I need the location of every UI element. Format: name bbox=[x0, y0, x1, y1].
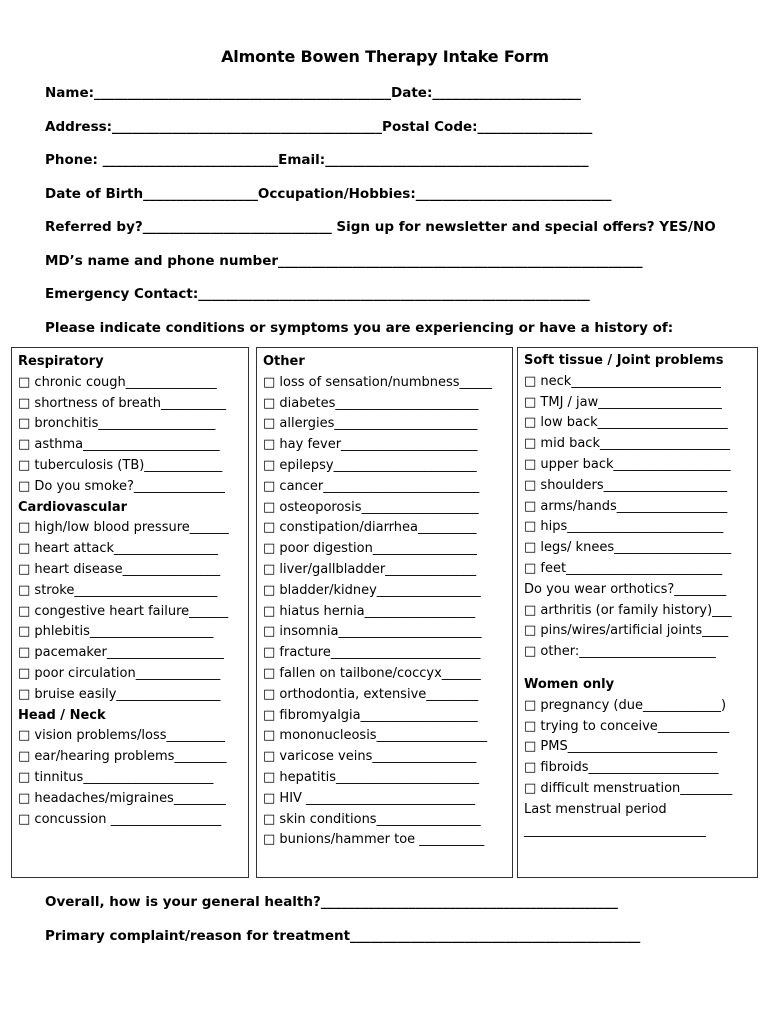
checkbox-item[interactable]: □ chronic cough______________ bbox=[18, 374, 217, 390]
form-prompt[interactable]: ____________________________ bbox=[524, 822, 706, 838]
checkbox-item[interactable]: □ hiatus hernia_________________ bbox=[263, 603, 476, 619]
checkbox-item[interactable]: □ fallen on tailbone/coccyx______ bbox=[263, 665, 481, 681]
column-2 bbox=[263, 352, 511, 851]
section-heading: Cardiovascular bbox=[18, 499, 128, 515]
checkbox-item[interactable]: □ poor digestion________________ bbox=[263, 541, 477, 557]
checkbox-item[interactable]: □ liver/gallbladder______________ bbox=[263, 561, 477, 577]
checkbox-item[interactable]: □ allergies______________________ bbox=[263, 416, 478, 432]
checkbox-item[interactable]: □ other:_____________________ bbox=[524, 644, 716, 660]
checkbox-item[interactable]: □ skin conditions________________ bbox=[263, 811, 481, 827]
column-3 bbox=[524, 351, 756, 841]
checkbox-item[interactable]: □ heart attack________________ bbox=[18, 541, 218, 557]
checkbox-item[interactable]: □ pins/wires/artificial joints____ bbox=[524, 623, 729, 639]
checkbox-item[interactable]: □ insomnia______________________ bbox=[263, 624, 482, 640]
checkbox-item[interactable]: □ bladder/kidney________________ bbox=[263, 582, 481, 598]
section-heading: Respiratory bbox=[18, 354, 104, 369]
checkbox-item[interactable]: □ mononucleosis_________________ bbox=[263, 728, 488, 744]
checkbox-item[interactable]: □ loss of sensation/numbness_____ bbox=[263, 374, 493, 390]
dob-occupation-line[interactable]: Date of Birth_________________Occupation/Hobbies:_____________________________ bbox=[45, 186, 612, 202]
checkbox-item[interactable]: □ feet________________________ bbox=[524, 560, 723, 576]
checkbox-item[interactable]: □ arthritis (or family history)___ bbox=[524, 602, 732, 618]
checkbox-item[interactable]: □ tinnitus____________________ bbox=[18, 769, 214, 785]
checkbox-item[interactable]: □ concussion _________________ bbox=[18, 811, 222, 827]
spacer bbox=[524, 663, 756, 675]
checkbox-item[interactable]: □ vision problems/loss_________ bbox=[18, 728, 225, 744]
name-date-line[interactable]: Name:____________________________________________Date:______________________ bbox=[45, 85, 581, 101]
column-1 bbox=[18, 352, 246, 830]
checkbox-item[interactable]: □ high/low blood pressure______ bbox=[18, 520, 229, 536]
checkbox-item[interactable]: □ heart disease_______________ bbox=[18, 561, 221, 577]
checkbox-item[interactable]: □ low back____________________ bbox=[524, 415, 728, 431]
address-postal-line[interactable]: Address:________________________________________Postal Code:_________________ bbox=[45, 119, 593, 135]
section-heading: Other bbox=[263, 354, 305, 369]
checkbox-item[interactable]: □ bunions/hammer toe __________ bbox=[263, 832, 485, 848]
checkbox-item[interactable]: □ asthma_____________________ bbox=[18, 437, 220, 453]
general-health-line[interactable]: Overall, how is your general health?____________________________________________ bbox=[45, 894, 618, 910]
form-prompt[interactable]: Do you wear orthotics?________ bbox=[524, 581, 727, 597]
checkbox-item[interactable]: □ Do you smoke?______________ bbox=[18, 478, 225, 494]
checkbox-item[interactable]: □ legs/ knees__________________ bbox=[524, 540, 732, 556]
checkbox-item[interactable]: □ congestive heart failure______ bbox=[18, 603, 229, 619]
checkbox-item[interactable]: □ bruise easily________________ bbox=[18, 686, 221, 702]
section-heading: Women only bbox=[524, 676, 615, 692]
checkbox-item[interactable]: □ hepatitis______________________ bbox=[263, 769, 480, 785]
checkbox-item[interactable]: □ arms/hands_________________ bbox=[524, 498, 728, 514]
checkbox-item[interactable]: □ tuberculosis (TB)____________ bbox=[18, 457, 223, 473]
form-prompt[interactable]: Last menstrual period bbox=[524, 801, 667, 817]
section-heading: Head / Neck bbox=[18, 707, 106, 723]
checkbox-item[interactable]: □ varicose veins________________ bbox=[263, 749, 477, 765]
checkbox-item[interactable]: □ pacemaker__________________ bbox=[18, 645, 224, 661]
checkbox-item[interactable]: □ pregnancy (due____________) bbox=[524, 697, 727, 713]
checkbox-item[interactable]: □ HIV __________________________ bbox=[263, 790, 476, 806]
emergency-contact-line[interactable]: Emergency Contact:__________________________________________________________ bbox=[45, 286, 590, 302]
checkbox-item[interactable]: □ cancer________________________ bbox=[263, 478, 480, 494]
form-title: Almonte Bowen Therapy Intake Form bbox=[221, 47, 549, 66]
checkbox-item[interactable]: □ osteoporosis__________________ bbox=[263, 499, 479, 515]
checkbox-item[interactable]: □ constipation/diarrhea_________ bbox=[263, 520, 477, 536]
checkbox-item[interactable]: □ fibromyalgia__________________ bbox=[263, 707, 478, 723]
checkbox-item[interactable]: □ hips________________________ bbox=[524, 519, 724, 535]
checkbox-item[interactable]: □ shortness of breath__________ bbox=[18, 395, 227, 411]
checkbox-item[interactable]: □ neck_______________________ bbox=[524, 373, 721, 389]
checkbox-item[interactable]: □ TMJ / jaw___________________ bbox=[524, 394, 722, 410]
checkbox-item[interactable]: □ stroke______________________ bbox=[18, 582, 218, 598]
checkbox-item[interactable]: □ headaches/migraines________ bbox=[18, 790, 226, 806]
conditions-instruction: Please indicate conditions or symptoms you are experiencing or have a history of: bbox=[45, 320, 674, 336]
primary-complaint-line[interactable]: Primary complaint/reason for treatment___________________________________________ bbox=[45, 928, 641, 944]
checkbox-item[interactable]: □ poor circulation_____________ bbox=[18, 665, 221, 681]
checkbox-item[interactable]: □ orthodontia, extensive________ bbox=[263, 686, 479, 702]
checkbox-item[interactable]: □ upper back__________________ bbox=[524, 456, 731, 472]
checkbox-item[interactable]: □ shoulders___________________ bbox=[524, 477, 728, 493]
checkbox-item[interactable]: □ trying to conceive___________ bbox=[524, 718, 730, 734]
checkbox-item[interactable]: □ fibroids____________________ bbox=[524, 760, 719, 776]
checkbox-item[interactable]: □ fracture_______________________ bbox=[263, 645, 481, 661]
phone-email-line[interactable]: Phone: __________________________Email:_______________________________________ bbox=[45, 152, 589, 168]
checkbox-item[interactable]: □ mid back____________________ bbox=[524, 436, 730, 452]
checkbox-item[interactable]: □ ear/hearing problems________ bbox=[18, 749, 227, 765]
section-heading: Soft tissue / Joint problems bbox=[524, 353, 724, 368]
checkbox-item[interactable]: □ phlebitis___________________ bbox=[18, 624, 214, 640]
checkbox-item[interactable]: □ epilepsy______________________ bbox=[263, 457, 477, 473]
checkbox-item[interactable]: □ difficult menstruation________ bbox=[524, 780, 733, 796]
md-phone-line[interactable]: MD’s name and phone number______________________________________________________ bbox=[45, 253, 643, 269]
checkbox-item[interactable]: □ PMS_______________________ bbox=[524, 739, 718, 755]
referred-newsletter-line[interactable]: Referred by?____________________________ Sign up for newsletter and special offers? YES/NO bbox=[45, 219, 716, 235]
checkbox-item[interactable]: □ diabetes______________________ bbox=[263, 395, 479, 411]
checkbox-item[interactable]: □ hay fever_____________________ bbox=[263, 437, 478, 453]
checkbox-item[interactable]: □ bronchitis__________________ bbox=[18, 416, 216, 432]
